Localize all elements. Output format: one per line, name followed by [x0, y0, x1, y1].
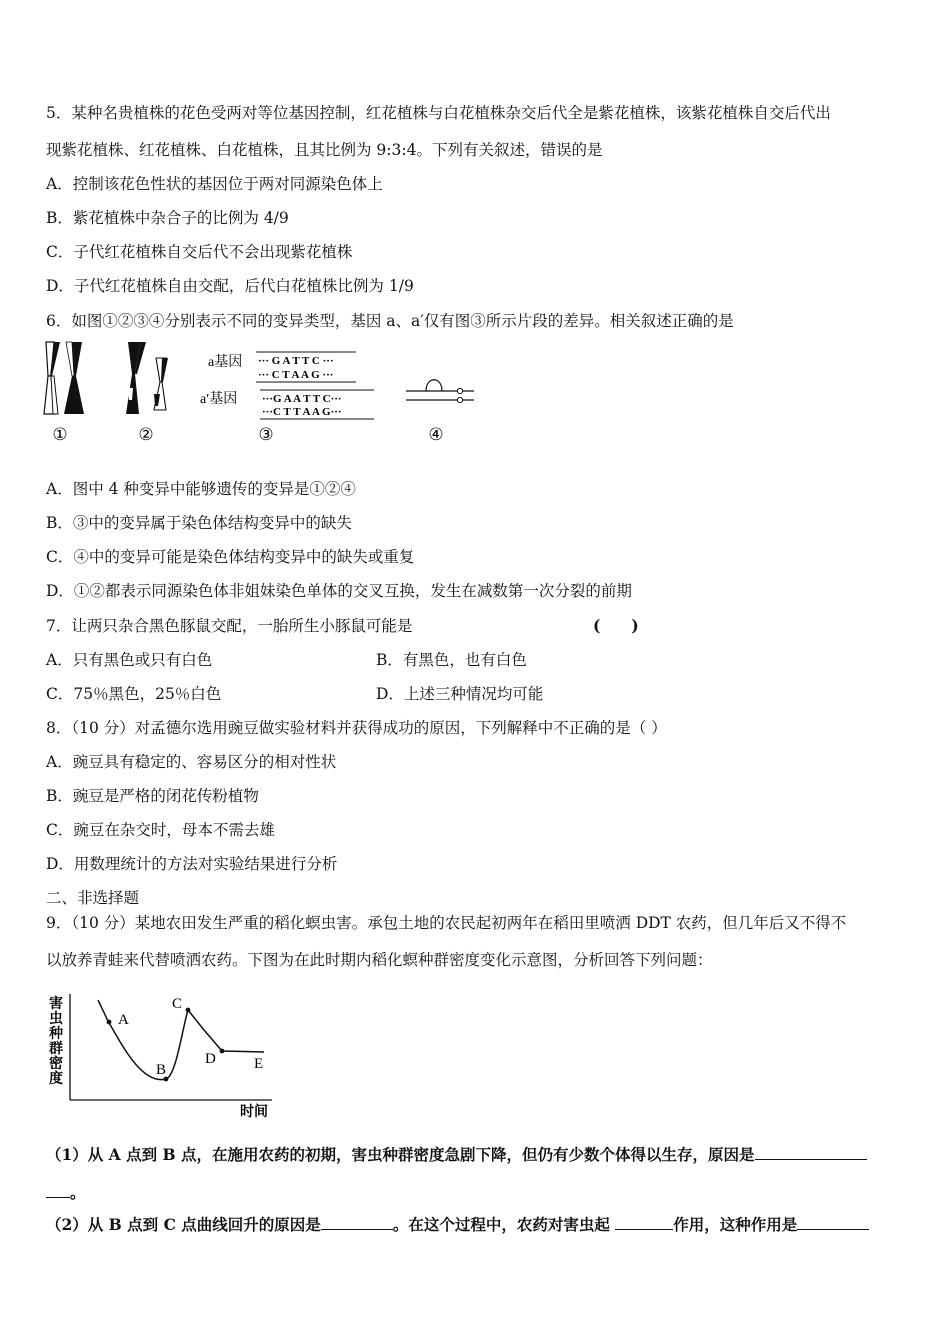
a-prime-top-strand: ···G A A T T C···	[262, 393, 342, 405]
q9-stem-line2: 以放养青蛙来代替喷洒农药。下图为在此时期内稻化螟种群密度变化示意图，分析回答下列问题：	[46, 951, 713, 969]
q6-stem: 6．如图①②③④分别表示不同的变异类型，基因 a、a′仅有图③所示片段的差异。相关叙述正确的是	[46, 312, 734, 330]
q8-option-a: A．豌豆具有稳定的、容易区分的相对性状	[46, 753, 337, 771]
pest-density-graph	[42, 990, 282, 1120]
point-c-label: C	[172, 996, 183, 1012]
figure-label-3: ③	[258, 425, 274, 444]
y-label-char-1: 害	[49, 997, 63, 1012]
point-e-label: E	[254, 1056, 264, 1072]
q7-stem: 7．让两只杂合黑色豚鼠交配，一胎所生小豚鼠可能是	[46, 617, 413, 635]
q9-stem-line1: 9．（10 分）某地农田发生严重的稻化螟虫害。承包土地的农民起初两年在稻田里喷洒 DDT 农药，但几年后又不得不	[46, 914, 847, 932]
point-d-marker	[220, 1049, 225, 1054]
q9-sub2-text-c: 作用，这种作用是	[673, 1215, 798, 1234]
q7-option-b: B．有黑色，也有白色	[376, 651, 527, 669]
q9-sub2-blank-3[interactable]	[797, 1213, 869, 1230]
q5-option-d: D．子代红花植株自由交配，后代白花植株比例为 1/9	[46, 277, 414, 295]
q9-sub2-text-a: （2）从 B 点到 C 点曲线回升的原因是	[46, 1215, 321, 1234]
chromosome-loop-figure	[406, 380, 474, 403]
q9-sub1	[46, 1143, 867, 1165]
q6-option-d: D．①②都表示同源染色体非姐妹染色单体的交叉互换，发生在减数第一次分裂的前期	[46, 582, 632, 600]
a-gene-bottom-strand: ··· C T A A G ···	[258, 369, 334, 381]
a-prime-bottom-strand: ···C T T A A G···	[262, 406, 342, 418]
q8-stem: 8．（10 分）对孟德尔选用豌豆做实验材料并获得成功的原因，下列解释中不正确的是（ ）	[46, 719, 667, 737]
q9-sub2	[46, 1213, 869, 1235]
q9-sub2-text-b: 。在这个过程中，农药对害虫起	[392, 1215, 610, 1234]
q9-sub1-blank-cont[interactable]	[46, 1181, 70, 1198]
q7-option-a: A．只有黑色或只有白色	[46, 651, 213, 669]
q5-stem-line2: 现紫花植株、红花植株、白花植株，且其比例为 9:3:4。下列有关叙述，错误的是	[46, 141, 603, 159]
q6-option-a: A．图中 4 种变异中能够遗传的变异是①②④	[46, 480, 356, 498]
q9-sub2-blank-1[interactable]	[321, 1213, 393, 1230]
x-axis-label: 时间	[240, 1105, 268, 1120]
q9-sub2-blank-2[interactable]	[615, 1213, 673, 1230]
q8-option-b: B．豌豆是严格的闭花传粉植物	[46, 787, 259, 805]
a-gene-top-strand: ··· G A T T C ···	[258, 355, 334, 367]
chromosome-pair-1	[44, 342, 84, 414]
q5-option-b: B．紫花植株中杂合子的比例为 4/9	[46, 209, 289, 227]
section-heading: 二、非选择题	[46, 889, 140, 907]
q9-sub1-end: 。	[70, 1183, 86, 1202]
chromosome-pair-2	[126, 342, 168, 414]
a-gene-label: a基因	[208, 355, 243, 370]
figure-label-4: ④	[428, 425, 444, 444]
q9-sub1-blank[interactable]	[755, 1143, 867, 1160]
point-d-label: D	[205, 1051, 216, 1067]
q8-option-d: D．用数理统计的方法对实验结果进行分析	[46, 855, 338, 873]
q5-option-a: A．控制该花色性状的基因位于两对同源染色体上	[46, 175, 383, 193]
q7-option-d: D．上述三种情况均可能	[376, 685, 544, 703]
y-label-char-2: 虫	[49, 1012, 63, 1027]
y-label-char-5: 密	[49, 1057, 63, 1072]
q8-option-c: C．豌豆在杂交时，母本不需去雄	[46, 821, 275, 839]
q7-answer-bracket: ( )	[593, 616, 639, 635]
a-prime-gene-label: a′基因	[200, 392, 238, 407]
q6-variation-figure	[36, 336, 496, 451]
q6-option-b: B．③中的变异属于染色体结构变异中的缺失	[46, 514, 352, 532]
q9-sub1-text: （1）从 A 点到 B 点，在施用农药的初期，害虫种群密度急剧下降，但仍有少数个体得以生存，原因是	[46, 1145, 755, 1164]
point-c-marker	[186, 1008, 191, 1013]
q9-sub1-continuation	[46, 1181, 86, 1203]
y-label-char-3: 种	[49, 1027, 63, 1042]
q5-option-c: C．子代红花植株自交后代不会出现紫花植株	[46, 243, 353, 261]
q5-stem-line1: 5．某种名贵植株的花色受两对等位基因控制，红花植株与白花植株杂交后代全是紫花植株，该紫花植株自交后代出	[46, 104, 831, 122]
y-label-char-4: 群	[49, 1042, 63, 1057]
gene-sequence-figure	[200, 352, 374, 419]
figure-label-1: ①	[52, 425, 68, 444]
q7-option-c: C．75％黑色，25％白色	[46, 685, 222, 703]
figure-label-2: ②	[138, 425, 154, 444]
y-label-char-6: 度	[49, 1072, 63, 1087]
point-a-label: A	[118, 1012, 129, 1028]
q6-option-c: C．④中的变异可能是染色体结构变异中的缺失或重复	[46, 548, 415, 566]
point-a-marker	[107, 1020, 112, 1025]
y-axis-label	[48, 995, 63, 1087]
point-b-label: B	[156, 1062, 167, 1078]
